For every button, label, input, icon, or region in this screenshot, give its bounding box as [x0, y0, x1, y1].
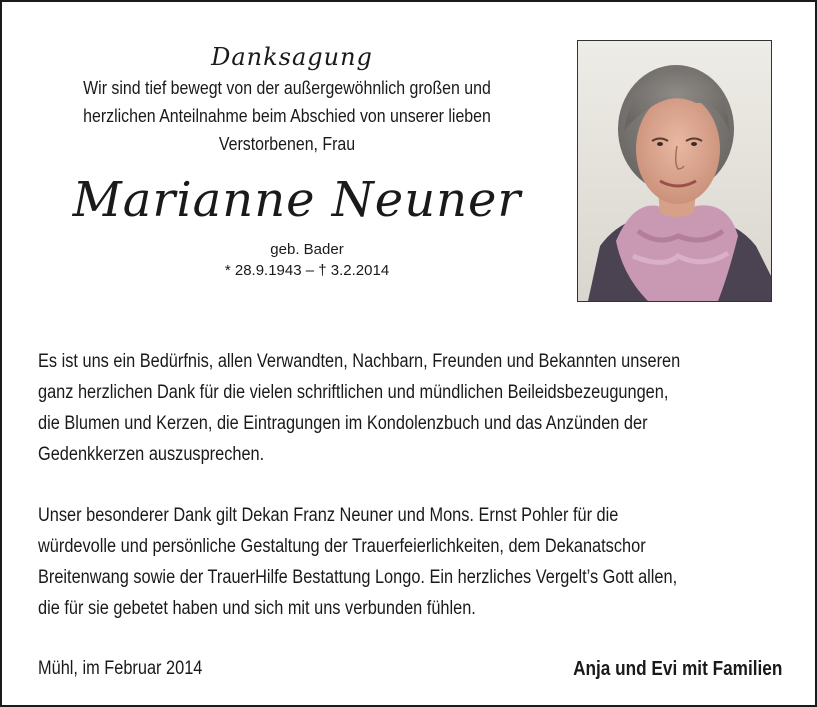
- text-line: die für sie gebetet haben und sich mit uns verbunden fühlen.: [38, 598, 476, 619]
- text-line: würdevolle und persönliche Gestaltung der Trauerfeierlichkeiten, dem Dekanatschor: [38, 536, 646, 557]
- thanks-paragraph: [38, 346, 795, 470]
- life-dates: * 28.9.1943 – † 3.2.2014: [224, 262, 390, 279]
- portrait-image: [578, 41, 771, 301]
- text-line: Unser besonderer Dank gilt Dekan Franz Neuner und Mons. Ernst Pohler für die: [38, 505, 619, 526]
- intro-line: Verstorbenen, Frau: [218, 133, 356, 154]
- text-line: Gedenkkerzen auszusprechen.: [38, 444, 265, 465]
- text-line: Es ist uns ein Bedürfnis, allen Verwandten, Nachbarn, Freunden und Bekannten unseren: [38, 351, 681, 372]
- portrait-photo: [577, 40, 772, 302]
- place-date: Mühl, im Februar 2014: [38, 658, 203, 679]
- thanks-paragraph: [38, 500, 795, 624]
- notice-heading: Danksagung: [211, 43, 373, 71]
- text-line: ganz herzlichen Dank für die vielen schriftlichen und mündlichen Beileidsbezeugungen,: [38, 382, 669, 403]
- deceased-name: Marianne Neuner: [72, 172, 522, 228]
- intro-line: Wir sind tief bewegt von der außergewöhnlich großen und: [83, 77, 491, 98]
- notice-header: [22, 42, 552, 282]
- signature: Anja und Evi mit Familien: [572, 658, 782, 680]
- thanks-text: [38, 346, 692, 624]
- intro-text: [59, 74, 515, 158]
- intro-line: herzlichen Anteilnahme beim Abschied von unserer lieben: [83, 105, 491, 126]
- maiden-name: geb. Bader: [270, 241, 344, 258]
- text-line: die Blumen und Kerzen, die Eintragungen im Kondolenzbuch und das Anzünden der: [38, 413, 648, 434]
- text-line: Breitenwang sowie der TrauerHilfe Bestattung Longo. Ein herzliches Vergelt’s Gott allen,: [38, 567, 678, 588]
